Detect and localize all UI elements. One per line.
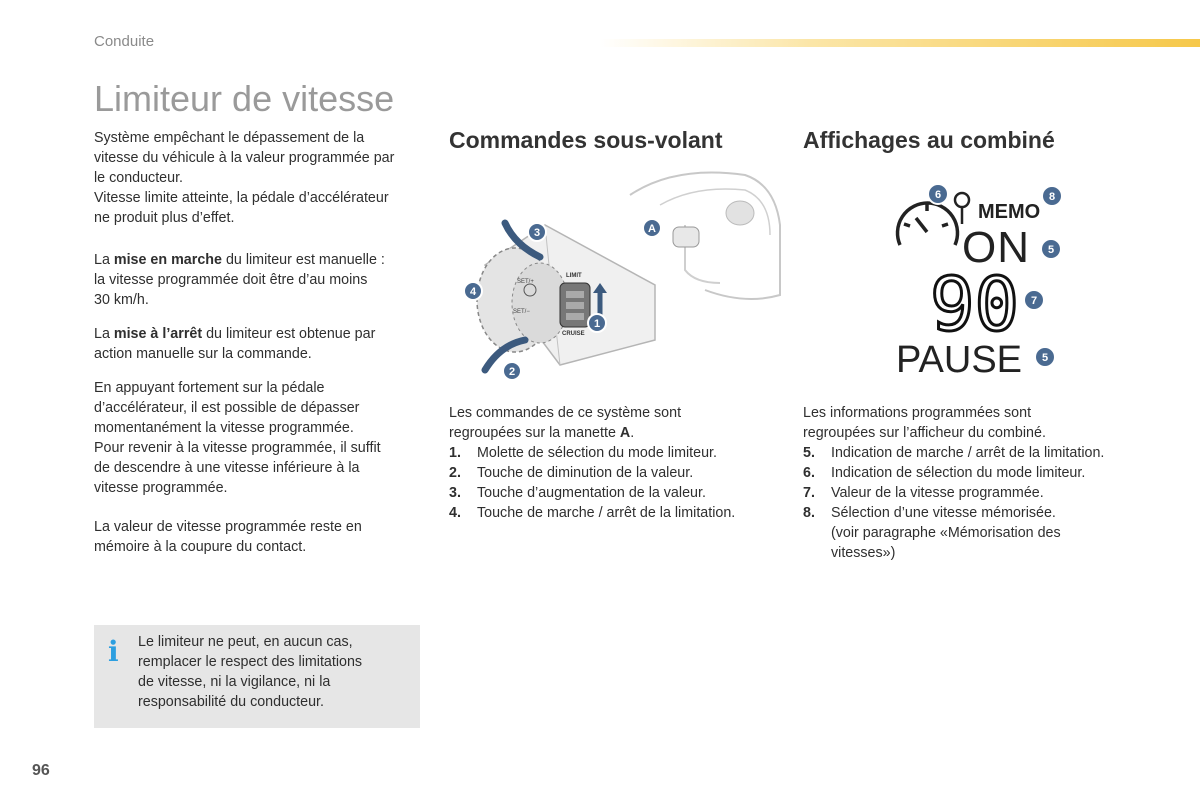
callout-2 xyxy=(503,362,521,380)
text-line: Les informations programmées sont xyxy=(803,405,1032,421)
steering-controls-figure xyxy=(445,165,785,390)
text-line: Les commandes de ce système sont xyxy=(449,405,682,421)
callout-number: 7 xyxy=(1030,295,1038,307)
roller-ridge xyxy=(566,313,584,320)
callout-number: 1 xyxy=(593,318,601,330)
item-number: 8. xyxy=(803,505,815,521)
list-item xyxy=(449,463,779,483)
text-line xyxy=(449,423,769,443)
text-run: La xyxy=(94,252,114,268)
item-number: 6. xyxy=(803,465,815,481)
display-intro xyxy=(803,403,1143,443)
callout-4 xyxy=(464,282,482,300)
callout-5-pause xyxy=(1035,347,1055,367)
text-line: action manuelle sur la commande. xyxy=(94,346,312,362)
callout-number: 8 xyxy=(1048,191,1056,203)
text-run: du limiteur est obtenue par xyxy=(202,326,376,342)
roller-ridge xyxy=(566,302,584,309)
item-number: 7. xyxy=(803,485,815,501)
callout-number: 5 xyxy=(1041,352,1049,364)
header-accent-bar xyxy=(600,39,1200,47)
text-line: Système empêchant le dépassement de la xyxy=(94,130,365,146)
item-text: Indication de marche / arrêt de la limitation. xyxy=(831,445,1105,461)
text-line: En appuyant fortement sur la pédale xyxy=(94,380,325,396)
callout-8 xyxy=(1042,186,1062,206)
page-title: Limiteur de vitesse xyxy=(94,78,395,119)
list-item-continuation xyxy=(803,543,1163,563)
text-run: . xyxy=(630,425,635,441)
text-line: La valeur de vitesse programmée reste en xyxy=(94,519,362,535)
text-line: regroupées sur l’afficheur du combiné. xyxy=(803,425,1046,441)
list-item xyxy=(803,463,1163,483)
memo-indicator: MEMO xyxy=(978,201,1041,223)
intro-paragraph xyxy=(94,128,424,228)
item-number: 1. xyxy=(449,445,461,461)
text-line: momentanément la vitesse programmée. xyxy=(94,420,354,436)
speed-value: 90 xyxy=(930,262,1020,348)
memory-paragraph xyxy=(94,517,424,557)
item-text: (voir paragraphe «Mémorisation des xyxy=(831,525,1061,541)
callout-number: A xyxy=(648,223,656,235)
set-minus-label: SET/− xyxy=(513,309,530,315)
limit-label: LIMIT xyxy=(566,273,582,279)
list-item xyxy=(449,483,779,503)
text-line: Vitesse limite atteinte, la pédale d’accélérateur xyxy=(94,190,389,206)
list-item xyxy=(803,443,1163,463)
callout-a xyxy=(643,219,661,237)
item-number: 2. xyxy=(449,465,461,481)
callout-number: 2 xyxy=(508,366,516,378)
list-item xyxy=(449,503,779,523)
text-line: Pour revenir à la vitesse programmée, il suffit xyxy=(94,440,381,456)
lever-a-icon xyxy=(673,227,699,247)
item-number: 4. xyxy=(449,505,461,521)
callout-6 xyxy=(928,184,948,204)
item-text: Touche de diminution de la valeur. xyxy=(477,465,694,481)
item-text: Touche d’augmentation de la valeur. xyxy=(477,485,706,501)
list-item xyxy=(449,443,779,463)
item-number: 3. xyxy=(449,485,461,501)
text-line xyxy=(94,324,424,344)
roller-ridge xyxy=(566,291,584,298)
text-line: responsabilité du conducteur. xyxy=(138,694,324,710)
text-line: 30 km/h. xyxy=(94,292,149,308)
deactivation-paragraph xyxy=(94,324,424,364)
activation-paragraph xyxy=(94,250,424,310)
controls-list xyxy=(449,443,779,523)
callout-7 xyxy=(1024,290,1044,310)
speedometer-icon xyxy=(898,203,958,245)
text-line: d’accélérateur, il est possible de dépasser xyxy=(94,400,360,416)
callout-number: 5 xyxy=(1047,244,1055,256)
list-item xyxy=(803,483,1163,503)
text-line: de vitesse, ni la vigilance, ni la xyxy=(138,674,331,690)
callout-number: 4 xyxy=(469,286,477,298)
callout-number: 3 xyxy=(533,227,541,239)
pause-indicator: PAUSE xyxy=(896,339,1023,380)
text-line: remplacer le respect des limitations xyxy=(138,654,363,670)
text-run: regroupées sur la manette xyxy=(449,425,620,441)
text-run: La xyxy=(94,326,114,342)
cruise-label: CRUISE xyxy=(562,331,585,337)
text-run: du limiteur est manuelle : xyxy=(221,252,385,268)
item-number-spacer xyxy=(803,523,831,543)
cluster-display-figure xyxy=(890,180,1070,380)
item-number: 5. xyxy=(803,445,815,461)
callout-number: 6 xyxy=(934,189,942,201)
info-text xyxy=(138,632,408,712)
bold-term: mise à l’arrêt xyxy=(113,326,203,342)
list-item xyxy=(803,503,1163,523)
item-text: vitesses») xyxy=(831,545,896,561)
item-text: Sélection d’une vitesse mémorisée. xyxy=(831,505,1056,521)
brand-badge-icon xyxy=(726,201,754,225)
text-line: de descendre à une vitesse inférieure à la xyxy=(94,460,360,476)
bold-term: A xyxy=(619,425,631,441)
page-number: 96 xyxy=(32,762,50,779)
display-title: Affichages au combiné xyxy=(803,127,1055,153)
text-line: vitesse programmée. xyxy=(94,480,228,496)
display-list xyxy=(803,443,1163,563)
memo-pin-icon xyxy=(955,193,969,224)
set-plus-label: SET/+ xyxy=(517,279,534,285)
item-text: Molette de sélection du mode limiteur. xyxy=(477,445,717,461)
item-number-spacer xyxy=(803,543,831,563)
bold-term: mise en marche xyxy=(113,252,222,268)
callout-1 xyxy=(588,314,606,332)
list-item-continuation xyxy=(803,523,1163,543)
item-text: Valeur de la vitesse programmée. xyxy=(831,485,1044,501)
item-text: Indication de sélection du mode limiteur. xyxy=(831,465,1086,481)
on-indicator: ON xyxy=(962,223,1030,272)
override-paragraph xyxy=(94,378,424,498)
text-line: mémoire à la coupure du contact. xyxy=(94,539,307,555)
controls-intro xyxy=(449,403,769,443)
item-text: Touche de marche / arrêt de la limitation. xyxy=(477,505,736,521)
text-line: le conducteur. xyxy=(94,170,184,186)
text-line: vitesse du véhicule à la valeur programmée par xyxy=(94,150,395,166)
controls-title: Commandes sous-volant xyxy=(449,127,723,153)
callout-5-on xyxy=(1041,239,1061,259)
callout-3 xyxy=(528,223,546,241)
text-line: Le limiteur ne peut, en aucun cas, xyxy=(138,634,353,650)
info-box xyxy=(94,625,420,728)
text-line: ne produit plus d’effet. xyxy=(94,210,235,226)
text-line: la vitesse programmée doit être d’au moins xyxy=(94,272,368,288)
text-line xyxy=(94,250,424,270)
info-icon: i xyxy=(108,635,119,668)
section-label: Conduite xyxy=(94,33,155,50)
